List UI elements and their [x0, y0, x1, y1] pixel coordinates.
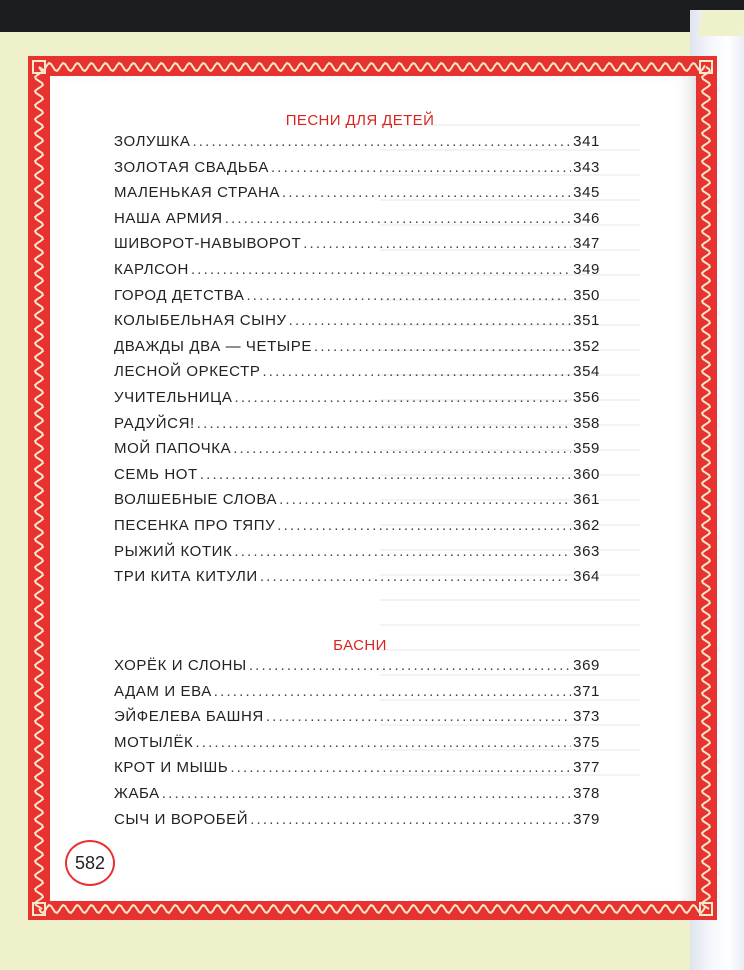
next-page-corner [698, 10, 744, 36]
toc-entry-title: АДАМ И ЕВА [114, 682, 212, 700]
section-heading-songs: ПЕСНИ ДЛЯ ДЕТЕЙ [285, 112, 435, 129]
toc-entry-page: 377 [573, 759, 600, 777]
dot-leader [271, 159, 571, 176]
toc-entry [114, 312, 600, 338]
toc-entry [114, 235, 600, 261]
toc-entry-title: ДВАЖДЫ ДВА — ЧЕТЫРЕ [114, 337, 312, 355]
toc-entry-page: 349 [573, 260, 600, 278]
toc-entry [114, 159, 600, 185]
toc-entry-page: 351 [573, 312, 600, 330]
page-number-badge: 582 [65, 840, 115, 886]
toc-entry-page: 359 [573, 440, 600, 458]
toc-entry-title: НАША АРМИЯ [114, 209, 223, 227]
toc-entry-page: 375 [573, 733, 600, 751]
toc-entry-page: 363 [573, 542, 600, 560]
dot-leader [162, 785, 571, 802]
toc-entry-title: РАДУЙСЯ! [114, 414, 195, 432]
dot-leader [249, 657, 571, 674]
dot-leader [260, 568, 571, 585]
toc-entry-title: ТРИ КИТА КИТУЛИ [114, 568, 258, 586]
toc-entry-title: МОЙ ПАПОЧКА [114, 440, 232, 458]
toc-entry [114, 338, 600, 364]
toc-entry-title: ЛЕСНОЙ ОРКЕСТР [114, 363, 261, 381]
toc-entry-page: 346 [573, 209, 600, 227]
toc-entry-title: ЖАБА [114, 784, 160, 802]
dot-leader [230, 759, 571, 776]
toc-entry-page: 358 [573, 414, 600, 432]
toc-entry-page: 361 [573, 491, 600, 509]
dot-leader [277, 517, 571, 534]
dot-leader [282, 184, 571, 201]
toc-entry-title: ЭЙФЕЛЕВА БАШНЯ [114, 708, 264, 726]
toc-entry [114, 389, 600, 415]
toc-entry [114, 466, 600, 492]
toc-entry [114, 287, 600, 313]
dot-leader [289, 312, 572, 329]
toc-entry-page: 345 [573, 184, 600, 202]
toc-entry-page: 379 [573, 810, 600, 828]
toc-entry-title: ЗОЛОТАЯ СВАДЬБА [114, 158, 269, 176]
toc-entry-title: ВОЛШЕБНЫЕ СЛОВА [114, 491, 278, 509]
dot-leader [314, 338, 571, 355]
toc-entry-title: МАЛЕНЬКАЯ СТРАНА [114, 184, 281, 202]
toc-entry-title: ХОРЁК И СЛОНЫ [114, 657, 247, 674]
toc-entry-page: 354 [573, 363, 600, 381]
toc-entry-title: КРОТ И МЫШЬ [114, 759, 229, 777]
toc-entry-page: 343 [573, 158, 600, 176]
dot-leader [279, 491, 571, 508]
toc-entry [114, 543, 600, 569]
toc-entry [114, 440, 600, 466]
dot-leader [303, 235, 571, 252]
toc-entry-title: РЫЖИЙ КОТИК [114, 542, 233, 560]
toc-entry-title: ГОРОД ДЕТСТВА [114, 286, 245, 304]
toc-entry [114, 210, 600, 236]
dot-leader [234, 543, 571, 560]
toc-entry-title: КОЛЫБЕЛЬНАЯ СЫНУ [114, 312, 287, 330]
toc-entry-title: СЫЧ И ВОРОБЕЙ [114, 810, 249, 828]
toc-entry-title: МОТЫЛЁК [114, 733, 194, 751]
dot-leader [234, 389, 571, 406]
toc-entry-page: 371 [573, 682, 600, 700]
toc-entry-title: ПЕСЕНКА ПРО ТЯПУ [114, 516, 276, 534]
toc-entry-title: КАРЛСОН [114, 260, 189, 278]
dot-leader [250, 811, 571, 828]
toc-entry-page: 369 [573, 657, 600, 674]
dot-leader [214, 683, 571, 700]
toc-entry-page: 352 [573, 337, 600, 355]
toc-entry-page: 356 [573, 388, 600, 406]
toc-entry-title: УЧИТЕЛЬНИЦА [114, 388, 233, 406]
dot-leader [191, 261, 571, 278]
dot-leader [197, 415, 571, 432]
toc-entry-title: СЕМЬ НОТ [114, 465, 198, 483]
toc-entry [114, 184, 600, 210]
dot-leader [195, 734, 571, 751]
toc-entry [114, 785, 600, 811]
toc-list-fables [114, 657, 600, 836]
toc-entry [114, 517, 600, 543]
toc-entry-page: 362 [573, 516, 600, 534]
toc-entry-page: 341 [573, 133, 600, 150]
toc-entry [114, 657, 600, 683]
toc-list-songs [114, 133, 600, 594]
toc-entry [114, 363, 600, 389]
toc-entry-page: 347 [573, 235, 600, 253]
toc-entry [114, 133, 600, 159]
section-heading-fables: БАСНИ [333, 637, 387, 654]
dot-leader [233, 440, 571, 457]
toc-entry [114, 491, 600, 517]
toc-entry [114, 759, 600, 785]
dot-leader [200, 466, 571, 483]
toc-entry-page: 360 [573, 465, 600, 483]
toc-entry-title: ЗОЛУШКА [114, 133, 191, 150]
toc-entry [114, 811, 600, 837]
dot-leader [262, 363, 571, 380]
toc-entry [114, 708, 600, 734]
toc-entry-page: 364 [573, 568, 600, 586]
toc-entry-page: 378 [573, 784, 600, 802]
toc-entry [114, 734, 600, 760]
dot-leader [192, 133, 571, 150]
toc-entry-page: 350 [573, 286, 600, 304]
toc-entry-title: ШИВОРОТ-НАВЫВОРОТ [114, 235, 302, 253]
toc-entry-page: 373 [573, 708, 600, 726]
toc-entry [114, 261, 600, 287]
dot-leader [266, 708, 571, 725]
toc-entry [114, 568, 600, 594]
dot-leader [225, 210, 571, 227]
dot-leader [246, 287, 571, 304]
toc-entry [114, 415, 600, 441]
toc-entry [114, 683, 600, 709]
